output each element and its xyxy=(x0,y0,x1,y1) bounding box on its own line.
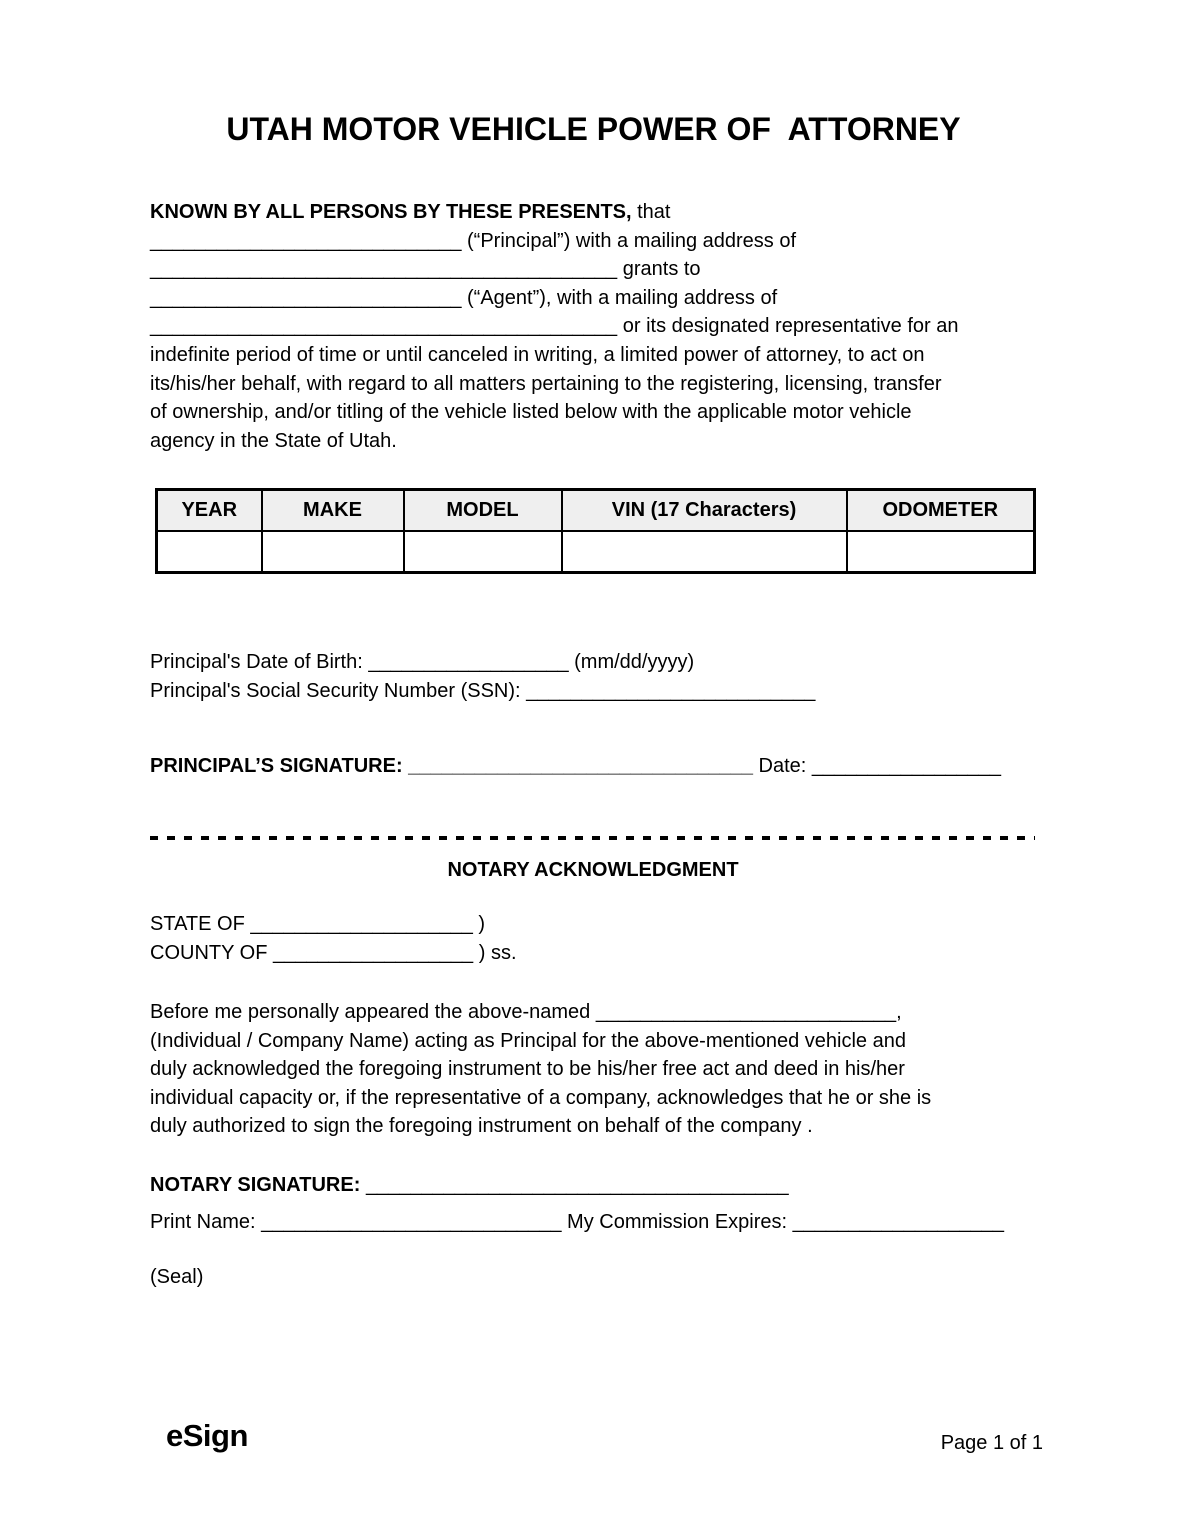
dob-blank[interactable]: __________________ xyxy=(368,651,569,673)
page-title: UTAH MOTOR VEHICLE POWER OF ATTORNEY xyxy=(226,111,961,147)
commission-expires-label: My Commission Expires: xyxy=(561,1211,793,1233)
vehicle-model-cell[interactable] xyxy=(404,531,562,573)
intro-line-7: its/his/her behalf, with regard to all matters pertaining to the registering, licensing, transfer xyxy=(150,372,942,395)
print-name-label: Print Name: xyxy=(150,1211,262,1233)
county-blank[interactable]: __________________ xyxy=(272,942,474,964)
intro-line-5 xyxy=(150,312,1050,341)
notary-body-line-3: duly acknowledged the foregoing instrument to be his/her free act and deed in his/her xyxy=(150,1058,905,1081)
vehicle-table-header-vin: VIN (17 Characters) xyxy=(562,490,847,531)
notary-print-name-blank[interactable]: ___________________________ xyxy=(261,1211,562,1233)
notary-body-line-2: (Individual / Company Name) acting as Principal for the above-mentioned vehicle and xyxy=(150,1029,906,1052)
opening-lead-rest: that xyxy=(631,201,671,223)
vehicle-table xyxy=(155,488,1036,574)
state-blank[interactable]: ____________________ xyxy=(250,913,473,935)
notary-body-line-5: duly authorized to sign the foregoing instrument on behalf of the company . xyxy=(150,1115,813,1138)
ssn-label: Principal's Social Security Number (SSN): xyxy=(150,679,527,702)
page-indicator: Page 1 of 1 xyxy=(940,1432,1043,1454)
print-name-line xyxy=(150,1208,1050,1237)
principal-name-blank[interactable]: ____________________________ xyxy=(150,229,462,252)
vehicle-table-header-model: MODEL xyxy=(404,490,562,531)
intro-line-6: indefinite period of time or until canceled in writing, a limited power of attorney, to act on xyxy=(150,343,925,366)
notary-body-line-4: individual capacity or, if the representative of a company, acknowledges that he or she is xyxy=(150,1086,932,1109)
intro-line-2 xyxy=(150,227,1050,256)
vehicle-table-header-odometer: ODOMETER xyxy=(847,490,1035,531)
vehicle-year-cell[interactable] xyxy=(157,531,262,573)
notary-print-name-section xyxy=(150,1208,1050,1237)
appeared-comma: , xyxy=(896,1001,902,1023)
seal-label: (Seal) xyxy=(150,1266,204,1288)
commission-expires-blank[interactable]: ___________________ xyxy=(792,1211,1004,1233)
esign-logo: eSign xyxy=(166,1418,248,1453)
notary-signature-section xyxy=(150,1171,1050,1200)
ssn-line xyxy=(150,677,1050,706)
intro-line-1 xyxy=(150,198,1050,227)
notary-signature-blank[interactable]: ______________________________________ xyxy=(365,1174,789,1196)
vehicle-table-header-year: YEAR xyxy=(157,490,262,531)
notary-signature-line xyxy=(150,1171,1050,1200)
agent-address-caption: or its designated representative for an xyxy=(617,315,959,338)
county-label: COUNTY OF xyxy=(150,942,273,964)
notary-paragraph xyxy=(150,998,1050,1141)
principal-signature-label: PRINCIPAL’S SIGNATURE: xyxy=(150,755,409,777)
ssn-blank[interactable]: __________________________ xyxy=(526,679,816,702)
vehicle-table-header-row xyxy=(157,490,1035,531)
county-line xyxy=(150,939,1050,968)
agent-name-blank[interactable]: ____________________________ xyxy=(150,286,462,309)
principal-signature-date-label: Date: xyxy=(753,755,812,777)
vehicle-make-cell[interactable] xyxy=(262,531,404,573)
notary-heading: NOTARY ACKNOWLEDGMENT xyxy=(447,859,739,881)
dob-label: Principal's Date of Birth: xyxy=(150,651,369,673)
intro-line-3 xyxy=(150,255,1050,284)
intro-line-4 xyxy=(150,284,1050,313)
principal-info xyxy=(150,648,1050,705)
principal-signature-blank[interactable]: _______________________________ xyxy=(408,755,753,777)
state-line xyxy=(150,910,1050,939)
dob-format-hint: (mm/dd/yyyy) xyxy=(568,651,695,673)
state-label: STATE OF xyxy=(150,913,251,935)
venue-section xyxy=(150,910,1050,968)
dob-line xyxy=(150,648,1050,677)
seal-label-wrap xyxy=(150,1263,1050,1292)
agent-address-blank[interactable]: __________________________________________ xyxy=(150,315,618,338)
notary-body-line-1 xyxy=(150,998,1050,1027)
opening-lead: KNOWN BY ALL PERSONS BY THESE PRESENTS, xyxy=(150,201,632,223)
state-paren: ) xyxy=(472,913,486,935)
principal-address-blank[interactable]: __________________________________________ xyxy=(150,258,618,281)
dashed-divider xyxy=(150,836,1035,840)
notary-signature-label: NOTARY SIGNATURE: xyxy=(150,1174,366,1196)
grants-to-caption: grants to xyxy=(617,258,701,281)
principal-name-caption: (“Principal”) with a mailing address of xyxy=(461,229,797,252)
intro-line-8: of ownership, and/or titling of the vehicle listed below with the applicable motor vehicle xyxy=(150,401,912,424)
vehicle-table-header-make: MAKE xyxy=(262,490,404,531)
appeared-lead: Before me personally appeared the above-named xyxy=(150,1001,596,1023)
appeared-name-blank[interactable]: ___________________________ xyxy=(595,1001,897,1023)
vehicle-table-data-row xyxy=(157,531,1035,573)
vehicle-vin-cell[interactable] xyxy=(562,531,847,573)
vehicle-odometer-cell[interactable] xyxy=(847,531,1035,573)
county-paren: ) ss. xyxy=(473,942,517,964)
opening-paragraph xyxy=(150,198,1050,455)
principal-signature-date-blank[interactable]: _________________ xyxy=(811,755,1002,777)
vehicle-table-wrap xyxy=(155,488,1036,574)
principal-signature-line xyxy=(150,752,1050,781)
intro-line-9: agency in the State of Utah. xyxy=(150,429,397,452)
agent-name-caption: (“Agent”), with a mailing address of xyxy=(461,286,778,309)
principal-signature-section xyxy=(150,752,1050,781)
